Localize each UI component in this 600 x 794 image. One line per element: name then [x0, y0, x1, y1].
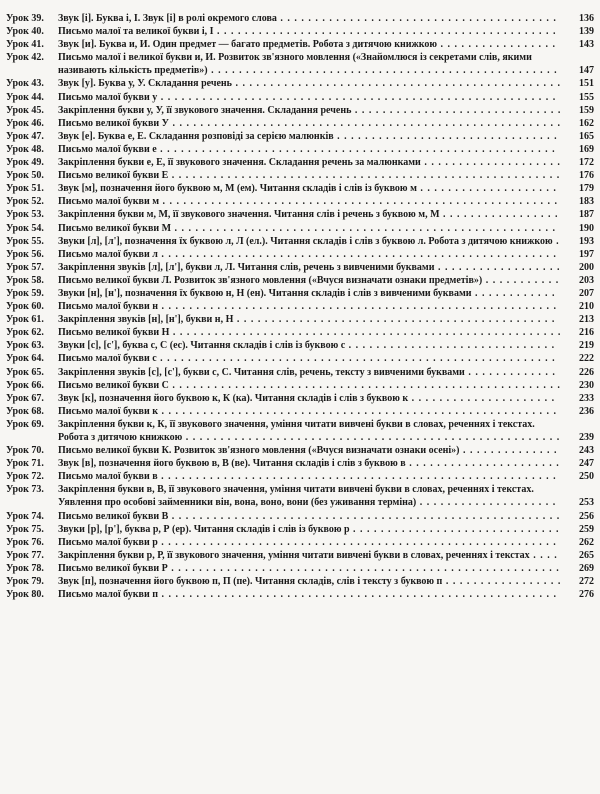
page-number: 210: [579, 301, 594, 313]
leader-dots: . . . . . . . . . . . . .: [464, 366, 556, 378]
lesson-number: Урок 61.: [6, 314, 44, 326]
lesson-number: Урок 73.: [6, 484, 44, 496]
page-number: 272: [579, 576, 594, 588]
lesson-title-cell: [58, 366, 594, 379]
toc-entry: [6, 483, 594, 509]
lesson-number: Урок 71.: [6, 458, 44, 470]
page-number: 256: [579, 510, 594, 522]
lesson-title: Закріплення звуків [н], [н'], букви н, Н: [58, 314, 234, 326]
leader-dots: . . . . . . . . . . . . . . . . . . . . . . . . . . . . . . . . . . . . . . . . . . . . . . . . . . . . . . . .: [168, 170, 561, 182]
lesson-title-cell: [58, 326, 594, 339]
page-number: 143: [579, 39, 594, 51]
lesson-title: Письмо великої букви Е: [58, 170, 169, 182]
lesson-title: Звук [и]. Буква и, И. Один предмет — багато предметів. Робота з дитячою книжкою: [58, 39, 438, 51]
lesson-title: Письмо малої букви р: [58, 536, 158, 548]
lesson-title: Письмо великої букви Н: [58, 327, 170, 339]
leader-dots: . . . . . . . . . . . . . . . . .: [442, 576, 562, 588]
lesson-title: Звук [м], позначення його буквою м, М (ем). Читання складів і слів із буквою м: [58, 183, 417, 195]
leader-dots: . . . . . . . . . . . . . . . . . . . .: [416, 183, 557, 195]
page-number: 197: [579, 248, 594, 260]
leader-dots: . . . . . . . . . . . . . . . . . . . .: [416, 497, 557, 509]
lesson-title: Письмо великої букви С: [58, 379, 169, 391]
lesson-number: Урок 80.: [6, 589, 44, 601]
toc-entry: [6, 379, 594, 392]
lesson-title: Письмо малої та великої букви і, І: [58, 26, 214, 38]
lesson-title: Звуки [л], [л'], позначення їх буквою л, Л (ел.). Читання складів і слів з буквою л. Робота з дитячою книжкою: [58, 235, 553, 247]
lesson-number: Урок 58.: [6, 274, 44, 286]
page-number: 172: [579, 157, 594, 169]
page-number: 219: [579, 340, 594, 352]
toc-entry: [6, 51, 594, 77]
lesson-title: Письмо малої букви л: [58, 248, 158, 260]
lesson-number: Урок 64.: [6, 353, 44, 365]
lesson-title-cell: [58, 379, 594, 392]
lesson-number: Урок 44.: [6, 91, 44, 103]
leader-dots: . . . . . . . . . . . . . . . . . . . . . . . . . . . . . . . . . . . . . . . . . . . . . . . . . . . . . . . . .: [157, 589, 557, 601]
leader-dots: . . . . . . . . . . . . . . . . . . . . . . . . . . . . . . . . . . . . . . . . . . . . . . .: [231, 78, 561, 90]
page-number: 236: [579, 405, 594, 417]
leader-dots: . . . . . . . . . . . . . . . . . . . . . . . . . . . . . . . . . . . . . . . . . . . . . . . . . . . . . . . . .: [157, 91, 557, 103]
toc-entry: [6, 313, 594, 326]
lesson-number: Урок 72.: [6, 471, 44, 483]
lesson-title-cell: [58, 588, 594, 601]
lesson-title-cell: [58, 156, 594, 169]
leader-dots: . . . . . . . . . . . . . . . . . . . . . . . . . . . . . . . . . . . . . . . .: [276, 13, 557, 24]
toc-entry: [6, 130, 594, 143]
lesson-title-cell: [58, 182, 594, 195]
lesson-title: Письмо малої букви с: [58, 353, 157, 365]
toc-entry: [6, 562, 594, 575]
lesson-title-cell: [58, 483, 594, 509]
lesson-number: Урок 66.: [6, 379, 44, 391]
lesson-title-cell: [58, 536, 594, 549]
page-number: 239: [579, 432, 594, 443]
toc-entry: [6, 287, 594, 300]
lesson-title-cell: [58, 313, 594, 326]
lesson-title: Письмо великої букви Л. Розвиток зв'язного мовлення («Вчуся визначати ознаки предметів»): [58, 274, 483, 286]
leader-dots: . . . . . . . . . . . . . . . . . . . . . . . . . . . . . .: [351, 104, 562, 116]
lesson-title: Закріплення звуків [с], [с'], букви с, С. Читання слів, речень, тексту з вивченими буквами: [58, 366, 465, 378]
lesson-title: Письмо малої букви м: [58, 196, 160, 208]
page-number: 269: [579, 562, 594, 574]
lesson-title: Звуки [р], [р'], буква р, Р (ер). Читання складів і слів із буквою р: [58, 523, 350, 535]
page-number: 276: [579, 589, 594, 601]
lesson-number: Урок 39.: [6, 13, 44, 24]
toc-entry: [6, 169, 594, 182]
lesson-title-cell: [58, 235, 594, 248]
lesson-title: Закріплення звуків [л], [л'], букви л, Л. Читання слів, речень з вивченими буквами: [58, 261, 435, 273]
toc-entry: [6, 418, 594, 444]
page-number: 147: [579, 65, 594, 77]
page-number: 243: [579, 445, 594, 457]
leader-dots: . . . . . . . . . . . . . . . . . . . . . . . . . . . . . . . . . . . . . . . . . . . . . . . . . . . . . . . . .: [156, 143, 556, 155]
lesson-number: Урок 53.: [6, 209, 44, 221]
lesson-title-cell: [58, 300, 594, 313]
toc-entry: [6, 588, 594, 601]
toc-entry: [6, 248, 594, 261]
page-number: 207: [579, 287, 594, 299]
leader-dots: . . . . . . . . . . . . . . . . . . . . . . . . . . . . . . . . . . . . . . . . . . . . . . . . . . . . . . . . .: [157, 248, 557, 260]
leader-dots: . . . . . . . . . . . . . . . . .: [437, 39, 557, 51]
page-number: 222: [579, 353, 594, 365]
leader-dots: . . . . . . . . . . . . . . . . . . . . . . . . . . . . . . . .: [333, 130, 558, 142]
leader-dots: . . . . . . . . . . . . . .: [459, 445, 558, 457]
leader-dots: . . . . . . . . . . . . . . . . . . . . . . . . . . . . . . . . . . . . . . . . . . . . . . . . .: [213, 26, 557, 38]
lesson-number: Урок 59.: [6, 287, 44, 299]
lesson-title-cell: [58, 418, 594, 444]
lesson-title-cell: [58, 352, 594, 365]
page-number: 253: [579, 497, 594, 509]
lesson-title: Звук [і]. Буква і, І. Звук [і] в ролі окремого слова: [58, 13, 277, 24]
leader-dots: . . . . . . . . . . . . . . . . . . . . . . . . . . . . . . . . . . . . . . . . . . . . . . . . . . . . . . . .: [168, 510, 561, 522]
lesson-title: Письмо великої букви Р: [58, 562, 168, 574]
lesson-number: Урок 51.: [6, 183, 44, 195]
page-number: 169: [579, 143, 594, 155]
lesson-title: Звук [е]. Буква е, Е. Складання розповіді за серією малюнків: [58, 130, 334, 142]
lesson-title: Звук [п], позначення його буквою п, П (пе). Читання складів, слів і тексту з буквою п: [58, 576, 443, 588]
page-number: 136: [579, 13, 594, 24]
page-number: 190: [579, 222, 594, 234]
page-number: 226: [579, 366, 594, 378]
toc-entry: [6, 104, 594, 117]
toc-entry: [6, 261, 594, 274]
page-number: 230: [579, 379, 594, 391]
toc-entry: [6, 195, 594, 208]
leader-dots: . . . . . . . . . . . . . . . . . . . . . . . . . . . . . . . . . . . . . . . . . . . . . .: [233, 314, 556, 326]
toc-entry: [6, 575, 594, 588]
lesson-title-cell: [58, 195, 594, 208]
toc-entry: [6, 91, 594, 104]
lesson-title-cell: [58, 222, 594, 235]
lesson-number: Урок 63.: [6, 340, 44, 352]
toc-entry: [6, 117, 594, 130]
leader-dots: . . . . . . . . . . . .: [471, 287, 556, 299]
lesson-number: Урок 69.: [6, 418, 44, 430]
leader-dots: . . . . . . . . . . .: [482, 274, 560, 286]
lesson-title-cell: [58, 12, 594, 25]
lesson-number: Урок 50.: [6, 170, 44, 182]
lesson-title-cell: [58, 274, 594, 287]
leader-dots: . . . . . . . . . . . . . . . . . . . . . . . . . . . . . .: [349, 523, 560, 535]
lesson-title: Звук [у]. Буква у, У. Складання речень: [58, 78, 232, 90]
lesson-number: Урок 70.: [6, 445, 44, 457]
lesson-title-cell: [58, 444, 594, 457]
lesson-number: Урок 68.: [6, 405, 44, 417]
leader-dots: . . . . . . . . . . . . . . . . . . . . . . . . . . . . . . . . . . . . . . . . . . . . . . . . . . . . . . . . .: [157, 536, 557, 548]
leader-dots: .: [552, 235, 560, 247]
lesson-title-cell: [58, 575, 594, 588]
lesson-number: Урок 65.: [6, 366, 44, 378]
lesson-title-cell: [58, 549, 594, 562]
lesson-title-cell: [58, 77, 594, 90]
lesson-number: Урок 41.: [6, 39, 44, 51]
toc-entry: [6, 143, 594, 156]
toc-entry: [6, 25, 594, 38]
toc-entry: [6, 326, 594, 339]
leader-dots: . . . . . . . . . . . . . . . . .: [439, 209, 559, 221]
lesson-title-cell: [58, 25, 594, 38]
leader-dots: . . . . . . . . . . . . . . . . . . . . . . . . . . . . . . . . . . . . . . . . . . . . . . . . . . . . . . . . .: [156, 353, 556, 365]
lesson-number: Урок 54.: [6, 222, 44, 234]
toc-entry: [6, 523, 594, 536]
lesson-number: Урок 57.: [6, 261, 44, 273]
page-number: 247: [579, 458, 594, 470]
page-number: 262: [579, 536, 594, 548]
lesson-number: Урок 42.: [6, 52, 44, 64]
lesson-title: Письмо великої букви У: [58, 117, 169, 129]
leader-dots: . . . . . . . . . . . . . . . . . .: [434, 261, 561, 273]
page-number: 155: [579, 91, 594, 103]
lesson-title: Закріплення букви в, В, її звукового значення, уміння читати вивчені букви в словах, реченнях і текстах. Уявлення про особові займенники він, вона, воно, вони (без уживання терміна): [58, 484, 534, 509]
lesson-number: Урок 75.: [6, 523, 44, 535]
toc-entry: [6, 38, 594, 51]
leader-dots: . . . . . . . . . . . . . . . . . . . . . .: [405, 458, 560, 470]
lesson-title: Звуки [н], [н'], позначення їх буквою н, Н (ен). Читання складів і слів з вивченими буквами: [58, 287, 472, 299]
leader-dots: . . . . . . . . . . . . . . . . . . . . . . . . . . . . . . . . . . . . . . . . . . . . . . . . . . . . . . . .: [168, 379, 561, 391]
page-number: 139: [579, 26, 594, 38]
lesson-number: Урок 74.: [6, 510, 44, 522]
lesson-number: Урок 45.: [6, 104, 44, 116]
table-of-contents: [6, 12, 594, 601]
lesson-title-cell: [58, 51, 594, 77]
toc-entry: [6, 352, 594, 365]
lesson-number: Урок 60.: [6, 301, 44, 313]
page-number: 159: [579, 104, 594, 116]
lesson-title: Письмо малої букви н: [58, 301, 158, 313]
toc-entry: [6, 208, 594, 221]
lesson-title-cell: [58, 91, 594, 104]
toc-entry: [6, 77, 594, 90]
toc-entry: [6, 156, 594, 169]
lesson-number: Урок 78.: [6, 562, 44, 574]
lesson-title-cell: [58, 38, 594, 51]
page-number: 265: [579, 549, 594, 561]
toc-entry: [6, 12, 594, 25]
lesson-number: Урок 40.: [6, 26, 44, 38]
page-number: 213: [579, 314, 594, 326]
lesson-title: Звук [к], позначення його буквою к, К (ка). Читання складів і слів з буквою к: [58, 392, 409, 404]
lesson-number: Урок 67.: [6, 392, 44, 404]
lesson-title: Закріплення букви р, Р, її звукового значення, уміння читати вивчені букви в словах, реченнях і текстах: [58, 549, 530, 561]
leader-dots: . . . . . . . . . . . . . . . . . . . . . . . . . . . . . . . . . . . . . . . . . . . . . . . . . . . . . . . .: [168, 117, 561, 129]
lesson-title-cell: [58, 143, 594, 156]
lesson-title: Закріплення букви у, У, її звукового значення. Складання речень: [58, 104, 352, 116]
lesson-number: Урок 56.: [6, 248, 44, 260]
lesson-title-cell: [58, 117, 594, 130]
lesson-title: Письмо малої букви к: [58, 405, 158, 417]
page-number: 187: [579, 209, 594, 221]
page-number: 162: [579, 117, 594, 129]
page-number: 151: [579, 78, 594, 90]
toc-entry: [6, 510, 594, 523]
lesson-number: Урок 48.: [6, 143, 44, 155]
lesson-title-cell: [58, 169, 594, 182]
lesson-title-cell: [58, 130, 594, 143]
page-number: 233: [579, 392, 594, 404]
lesson-title: Письмо великої букви К. Розвиток зв'язного мовлення («Вчуся визначати ознаки осені»): [58, 445, 460, 457]
lesson-title-cell: [58, 523, 594, 536]
lesson-number: Урок 55.: [6, 235, 44, 247]
toc-entry: [6, 457, 594, 470]
lesson-title: Закріплення букви е, Е, її звукового значення. Складання речень за малюнками: [58, 157, 421, 169]
lesson-title-cell: [58, 261, 594, 274]
toc-entry: [6, 182, 594, 195]
lesson-title-cell: [58, 208, 594, 221]
lesson-title: Звуки [с], [с'], буква с, С (ес). Читання складів і слів із буквою с: [58, 340, 346, 352]
lesson-number: Урок 43.: [6, 78, 44, 90]
toc-entry: [6, 235, 594, 248]
lesson-number: Урок 62.: [6, 327, 44, 339]
lesson-number: Урок 47.: [6, 130, 44, 142]
leader-dots: . . . . . . . . . . . . . . . . . . . . . . . . . . . . . . . . . . . . . . . . . . . . . . . . . . . . . . . . .: [157, 301, 557, 313]
lesson-title: Письмо великої букви В: [58, 510, 169, 522]
leader-dots: . . . . . . . . . . . . . . . . . . . . . . . . . . . . . . . . . . . . . . . . . . . . . . . . . . . . . . . . .: [157, 471, 557, 483]
lesson-title: Закріплення букви м, М, її звукового значення. Читання слів і речень з буквою м, М: [58, 209, 440, 221]
lesson-title: Письмо малої букви е: [58, 143, 157, 155]
lesson-title: Письмо малої букви п: [58, 589, 158, 601]
lesson-title-cell: [58, 562, 594, 575]
lesson-title-cell: [58, 405, 594, 418]
lesson-title: Письмо малої букви в: [58, 471, 158, 483]
toc-entry: [6, 300, 594, 313]
toc-entry: [6, 470, 594, 483]
leader-dots: . . . . . . . . . . . . . . . . . . . . . . . . . . . . . . . . . . . . . . . . . . . . . . . . . . . . . . . .: [167, 562, 560, 574]
toc-entry: [6, 366, 594, 379]
toc-entry: [6, 549, 594, 562]
page-number: 216: [579, 327, 594, 339]
leader-dots: . . . . . . . . . . . . . . . . . . . . .: [408, 392, 556, 404]
lesson-title: Письмо малої і великої букви и, И. Розвиток зв'язного мовлення («Знайомлюся із секретами слів, якими називають кількість предметів»): [58, 52, 532, 77]
page-number: 176: [579, 170, 594, 182]
leader-dots: . . . .: [529, 549, 558, 561]
page-number: 183: [579, 196, 594, 208]
page-number: 203: [579, 274, 594, 286]
lesson-title-cell: [58, 104, 594, 117]
lesson-number: Урок 79.: [6, 576, 44, 588]
toc-entry: [6, 405, 594, 418]
lesson-title: Закріплення букви к, К, її звукового значення, уміння читати вивчені букви в словах, реченнях і текстах. Робота з дитячою книжкою: [58, 418, 535, 443]
lesson-number: Урок 52.: [6, 196, 44, 208]
lesson-title-cell: [58, 339, 594, 352]
lesson-number: Урок 49.: [6, 157, 44, 169]
lesson-title-cell: [58, 510, 594, 523]
lesson-title: Письмо великої букви М: [58, 222, 172, 234]
page-number: 250: [579, 471, 594, 483]
page-number: 200: [579, 261, 594, 273]
leader-dots: . . . . . . . . . . . . . . . . . . . . . . . . . . . . . . . . . . . . . . . . . . . . . . . . . . . . . . . . .: [159, 196, 559, 208]
lesson-title: Письмо малої букви у: [58, 91, 158, 103]
lesson-title-cell: [58, 470, 594, 483]
page-number: 259: [579, 523, 594, 535]
page-number: 165: [579, 130, 594, 142]
lesson-title-cell: [58, 248, 594, 261]
leader-dots: . . . . . . . . . . . . . . . . . . . . . . . . . . . . . . . . . . . . . . . . . . . . . . . . . .: [207, 65, 558, 77]
lesson-title-cell: [58, 392, 594, 405]
lesson-title-cell: [58, 457, 594, 470]
leader-dots: . . . . . . . . . . . . . . . . . . . . . . . . . . . . . . . . . . . . . . . . . . . . . . . . . . . . . . . . .: [157, 405, 557, 417]
toc-entry: [6, 536, 594, 549]
lesson-title-cell: [58, 287, 594, 300]
lesson-number: Урок 46.: [6, 117, 44, 129]
lesson-number: Урок 76.: [6, 536, 44, 548]
toc-entry: [6, 222, 594, 235]
leader-dots: . . . . . . . . . . . . . . . . . . . . . . . . . . . . . . . . . . . . . . . . . . . . . . . . . . . . . . . .: [169, 327, 562, 339]
leader-dots: . . . . . . . . . . . . . . . . . . . . . . . . . . . . . . . . . . . . . . . . . . . . . . . . . . . . . . .: [171, 222, 557, 234]
lesson-number: Урок 77.: [6, 549, 44, 561]
lesson-title: Звук [в], позначення його буквою в, В (ве). Читання складів і слів з буквою в: [58, 458, 406, 470]
leader-dots: . . . . . . . . . . . . . . . . . . . . . . . . . . . . . .: [345, 340, 556, 352]
toc-entry: [6, 274, 594, 287]
toc-entry: [6, 339, 594, 352]
leader-dots: . . . . . . . . . . . . . . . . . . . .: [420, 157, 561, 169]
toc-entry: [6, 444, 594, 457]
page-number: 179: [579, 183, 594, 195]
page-number: 193: [579, 235, 594, 247]
leader-dots: . . . . . . . . . . . . . . . . . . . . . . . . . . . . . . . . . . . . . . . . . . . . . . . . . . . . . .: [182, 432, 561, 443]
toc-entry: [6, 392, 594, 405]
